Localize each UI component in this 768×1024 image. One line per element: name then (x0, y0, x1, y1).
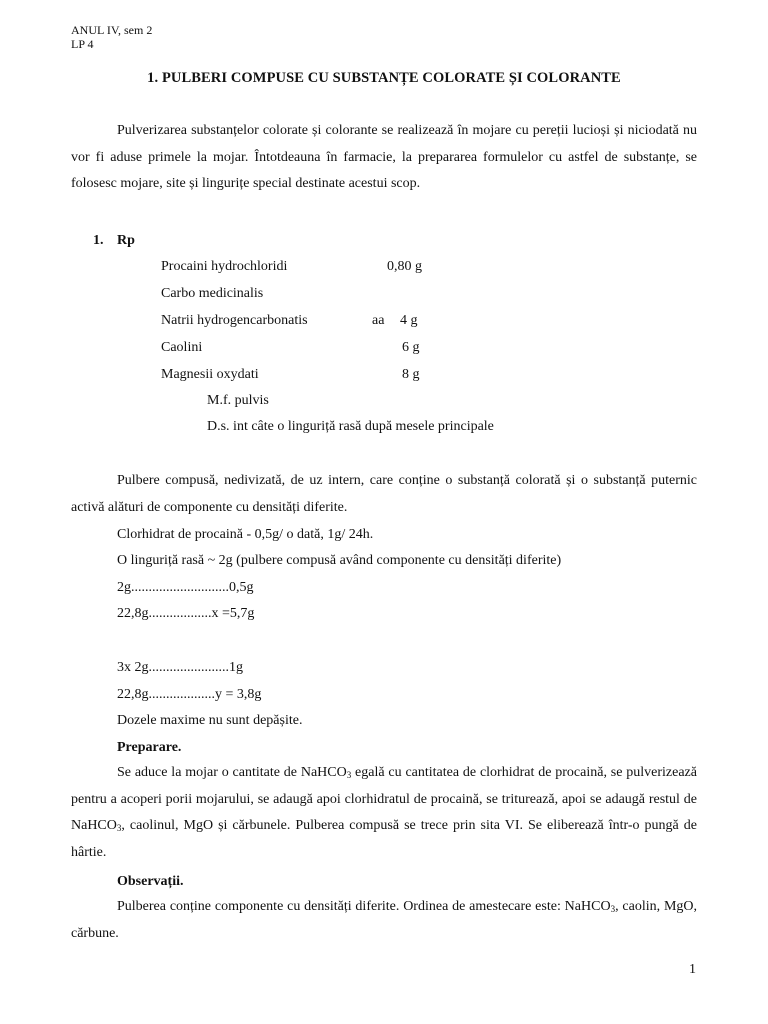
preparare-paragraph: Se aduce la mojar o cantitate de NaHCO$_3$ egală cu cantitatea de clorhidrat de procaină, se pulverizează pentru a acoperi porii mojarului, se adaugă apoi clorhidratul de procaină, se triturează, apoi se adaugă restul de NaHCO$_3$, caolinul, MgO și cărbunele. Pulberea compusă se trece prin sita VI. Se eliberează într-o pungă de hârtie. (71, 765, 697, 860)
calc-line: 2g............................0,5g (117, 580, 254, 595)
calc-line: 22,8g..................x =5,7g (117, 606, 255, 621)
ingredient-name: Carbo medicinalis (161, 286, 264, 301)
calc-line: 22,8g...................y = 3,8g (117, 687, 262, 702)
rp-number: 1. (93, 233, 104, 248)
ingredient-name: Natrii hydrogencarbonatis (161, 313, 308, 328)
header-course: ANUL IV, sem 2 (71, 23, 153, 37)
ingredient-qty: 4 g (400, 313, 418, 328)
calc-line: 3x 2g.......................1g (117, 660, 243, 675)
page-title: 1. PULBERI COMPUSE CU SUBSTANȚE COLORATE ȘI COLORANTE (147, 70, 621, 86)
ingredient-qty: 6 g (402, 340, 420, 355)
rp-label: Rp (117, 233, 135, 248)
rp-ds: D.s. int câte o linguriță rasă după mesele principale (207, 419, 494, 434)
page-number: 1 (689, 962, 696, 977)
intro-paragraph: Pulverizarea substanțelor colorate și colorante se realizează în mojare cu pereții lucioși și niciodată nu vor fi aduse primele la mojar. Întotdeauna în farmacie, la prepararea formulelor cu astfel de substanțe, se folosesc mojare, site și lingurițe special destinate acestui scop. (71, 123, 697, 191)
preparare-heading: Preparare. (117, 740, 182, 755)
ingredient-name: Magnesii oxydati (161, 367, 259, 382)
calc-line: O linguriță rasă ~ 2g (pulbere compusă având componente cu densități diferite) (117, 553, 562, 568)
ingredient-qty: 0,80 g (387, 259, 422, 274)
ingredient-name: Procaini hydrochloridi (161, 259, 288, 274)
calc-line: Clorhidrat de procaină - 0,5g/ o dată, 1g/ 24h. (117, 527, 374, 542)
description-paragraph: Pulbere compusă, nedivizată, de uz intern, care conține o substanță colorată și o substanță puternic activă alături de componente cu densități diferite. (71, 473, 697, 515)
calc-line: Dozele maxime nu sunt depășite. (117, 713, 303, 728)
ingredient-name: Caolini (161, 340, 203, 355)
rp-mf: M.f. pulvis (207, 393, 269, 408)
observatii-paragraph: Pulberea conține componente cu densități diferite. Ordinea de amestecare este: NaHCO$_3$, caolin, MgO, cărbune. (71, 899, 697, 941)
ingredient-aa: aa (372, 313, 385, 328)
ingredient-qty: 8 g (402, 367, 420, 382)
observatii-heading: Observații. (117, 874, 184, 889)
header-lab: LP 4 (71, 37, 94, 51)
